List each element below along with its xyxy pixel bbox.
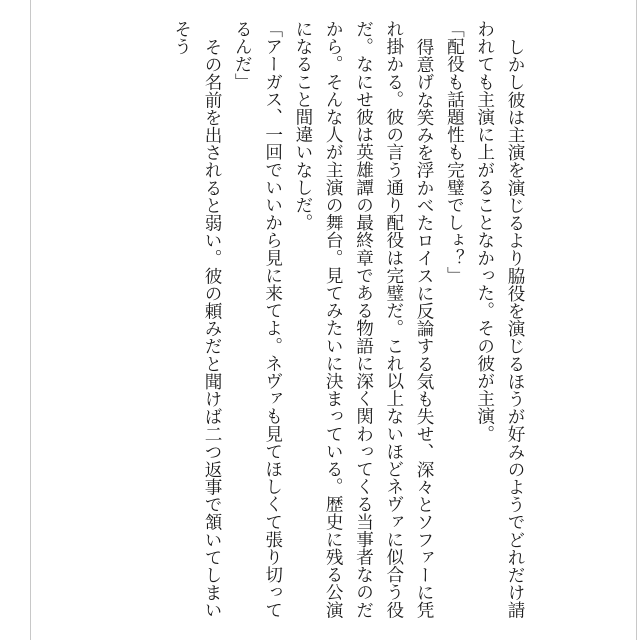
paragraph-dialogue: 「アーガス、一回でいいから見に来てよ。ネヴァも見てほしくて張り切ってるんだ」 bbox=[232, 20, 283, 619]
vertical-text-body bbox=[90, 20, 530, 630]
paragraph-narration: しかし彼は主演を演じるより脇役を演じるほうが好みのようでどれだけ請われても主演に上がることなかった。その彼が主演。 bbox=[474, 20, 525, 619]
paragraph-narration: 得意げな笑みを浮かべたロイスに反論する気も失せ、深々とソファーに凭れ掛かる。彼の言う通り配役は完璧だ。これ以上ないほどネヴァに似合う役だ。なにせ彼は英雄譚の最終章である物語に深く関わってくる当事者なのだから。そんな人が主演の舞台。見てみたいに決まっている。歴史に残る公演になること間違いなしだ。 bbox=[292, 20, 435, 619]
paragraph-dialogue: 「配役も話題性も完璧でしょ？」 bbox=[444, 20, 465, 284]
page-left-edge bbox=[30, 0, 31, 640]
paragraph-narration: その名前を出されると弱い。彼の頼みだと聞けば二つ返事で頷いてしまいそう bbox=[171, 20, 223, 619]
page-right-edge bbox=[636, 0, 637, 640]
